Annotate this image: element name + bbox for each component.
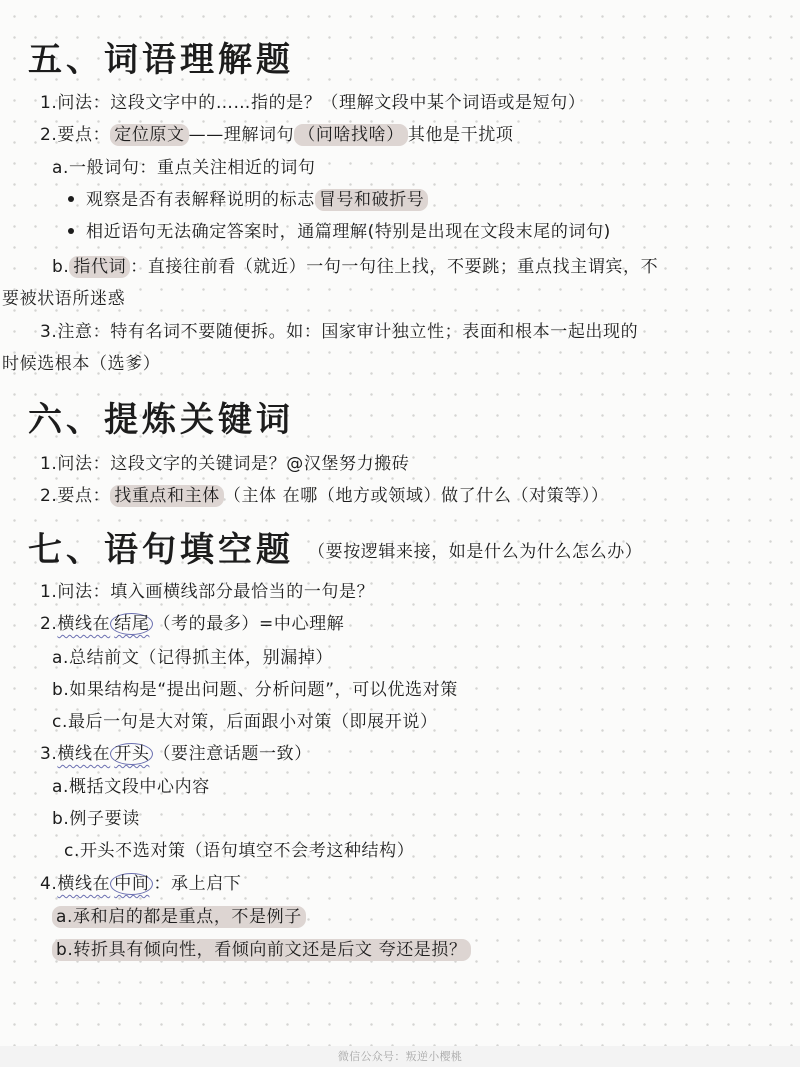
circled-beginning: 开头 xyxy=(110,743,153,765)
title-text: 七、语句填空题 xyxy=(28,530,294,570)
s7-item-3a: a.概括文段中心内容 xyxy=(52,777,210,797)
section-7-title xyxy=(28,528,642,574)
text: 横线在 xyxy=(57,874,111,894)
s7-item-3c: c.开头不选对策（语句填空不会考这种结构） xyxy=(64,841,415,861)
label: 4. xyxy=(40,874,58,894)
s7-item-3 xyxy=(40,741,312,767)
s5-note-line-cont: 时候选根本（选爹） xyxy=(2,354,161,374)
text: 横线在 xyxy=(57,744,111,764)
section-6-title: 六、提炼关键词 xyxy=(28,400,294,440)
wavy-underline-text xyxy=(57,743,153,765)
highlight-key-points: a.承和启的都是重点，不是例子 xyxy=(52,906,306,928)
s7-item-3b: b.例子要读 xyxy=(52,809,140,829)
text: ：直接往前看（就近）一句一句往上找，不要跳；重点找主谓宾，不 xyxy=(130,257,659,277)
highlight-ask-what: （问啥找啥） xyxy=(294,124,408,146)
s5-keypoint-line xyxy=(40,122,513,148)
text: 横线在 xyxy=(57,614,111,634)
s7-item-2 xyxy=(40,611,344,637)
s7-item-2b: b.如果结构是“提出问题、分析问题”，可以优选对策 xyxy=(52,680,458,700)
highlight-locate-text: 定位原文 xyxy=(110,124,188,146)
s7-item-2c: c.最后一句是大对策，后面跟小对策（即展开说） xyxy=(52,712,438,732)
circled-ending: 结尾 xyxy=(110,613,153,635)
label: b. xyxy=(52,257,70,277)
s5-subpoint-b-cont: 要被状语所迷惑 xyxy=(2,289,126,309)
highlight-colon-dash: 冒号和破折号 xyxy=(315,189,429,211)
s7-item-4b xyxy=(52,937,471,963)
s7-question-line: 1.问法：填入画横线部分最恰当的一句是？ xyxy=(40,582,375,602)
section-5-title: 五、词语理解题 xyxy=(28,40,294,80)
label: 2. xyxy=(40,614,58,634)
watermark-footer xyxy=(0,1046,800,1067)
text: ——理解词句 xyxy=(188,125,295,145)
circled-middle: 中间 xyxy=(110,873,153,895)
s5-bullet-1 xyxy=(68,187,428,213)
text: 观察是否有表解释说明的标志 xyxy=(86,190,315,210)
s5-question-line: 1.问法：这段文字中的……指的是？（理解文段中某个词语或是短句） xyxy=(40,93,586,113)
s5-bullet-2 xyxy=(68,219,611,245)
s7-item-2a: a.总结前文（记得抓主体，别漏掉） xyxy=(52,648,334,668)
s7-item-4a xyxy=(52,904,306,930)
text: 相近语句无法确定答案时，通篇理解(特别是出现在文段末尾的词句) xyxy=(86,222,611,242)
s7-item-4 xyxy=(40,871,241,897)
s5-subpoint-b xyxy=(52,254,658,280)
s6-question-line: 1.问法：这段文字的关键词是？@汉堡努力搬砖 xyxy=(40,454,410,474)
wavy-underline-text xyxy=(57,613,153,635)
text: ：承上启下 xyxy=(153,874,242,894)
text: （主体 在哪（地方或领域）做了什么（对策等）） xyxy=(223,486,609,506)
s6-keypoint-line xyxy=(40,483,609,509)
s5-subpoint-a: a.一般词句：重点关注相近的词句 xyxy=(52,158,316,178)
text: 其他是干扰项 xyxy=(407,125,514,145)
label: 2.要点： xyxy=(40,486,111,506)
highlight-pronoun: 指代词 xyxy=(69,256,130,278)
bullet-dot xyxy=(68,196,74,202)
highlight-turning: b.转折具有倾向性，看倾向前文还是后文 夸还是损？ xyxy=(52,939,471,961)
label: 3. xyxy=(40,744,58,764)
bullet-dot xyxy=(68,228,74,234)
text: （要注意话题一致） xyxy=(153,744,312,764)
title-note: （要按逻辑来接，如是什么为什么怎么办） xyxy=(308,542,643,562)
wavy-underline-text xyxy=(57,873,153,895)
text: （考的最多）=中心理解 xyxy=(153,614,345,634)
label: 2.要点： xyxy=(40,125,111,145)
highlight-find-subject: 找重点和主体 xyxy=(110,485,224,507)
s5-note-line: 3.注意：特有名词不要随便拆。如：国家审计独立性；表面和根本一起出现的 xyxy=(40,322,639,342)
watermark-text: 微信公众号：叛逆小樱桃 xyxy=(337,1050,463,1063)
